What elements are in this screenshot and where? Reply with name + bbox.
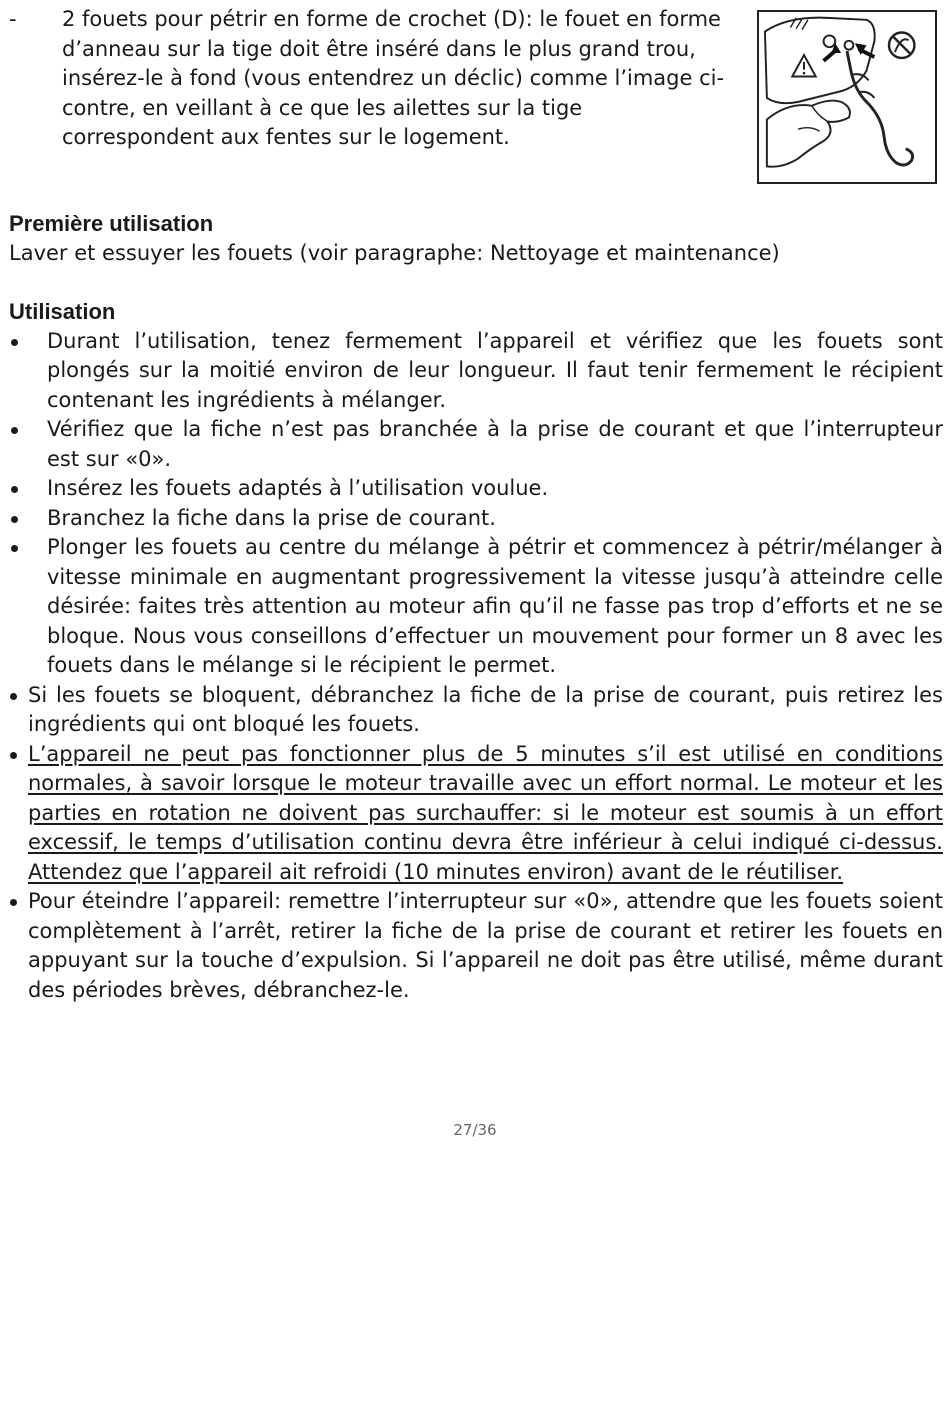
list-item bbox=[9, 504, 943, 534]
utilisation-section bbox=[9, 297, 943, 1005]
utilisation-secondary-list bbox=[9, 681, 943, 1006]
bullet-icon bbox=[11, 427, 18, 434]
bullet-text: Vérifiez que la fiche n’est pas branchée à la prise de courant et que l’interrupteur est sur «0». bbox=[47, 417, 943, 471]
premiere-utilisation-text: Laver et essuyer les fouets (voir paragraphe: Nettoyage et maintenance) bbox=[9, 240, 780, 265]
bullet-text: Durant l’utilisation, tenez fermement l’appareil et vérifiez que les fouets sont plongés sur la moitié environ de leur longueur. Il faut tenir fermement le récipient contenant les ingrédients à mélanger. bbox=[47, 328, 943, 412]
hand-inserting-hook-icon bbox=[759, 12, 935, 182]
list-item bbox=[9, 887, 943, 1005]
dash-marker: - bbox=[9, 7, 17, 31]
list-item bbox=[9, 474, 943, 504]
bullet-icon bbox=[10, 752, 17, 759]
blocked-whisk-text: Si les fouets se bloquent, débranchez la fiche de la prise de courant, puis retirez les ingrédients qui ont bloqué les fouets. bbox=[28, 682, 943, 736]
intro-item bbox=[9, 5, 739, 153]
bullet-text: Branchez la fiche dans la prise de courant. bbox=[47, 505, 496, 530]
list-item bbox=[9, 327, 943, 416]
utilisation-bullet-list bbox=[9, 327, 943, 681]
bullet-icon bbox=[11, 516, 18, 523]
list-item bbox=[9, 740, 943, 888]
bullet-icon bbox=[10, 899, 17, 906]
bullet-text: Plonger les fouets au centre du mélange à pétrir et commencez à pétrir/mélanger à vitesse minimale en augmentant progressivement la vitesse jusqu’à atteindre celle désirée: faites très attention au moteur afin qu’il ne fasse pas trop d’efforts et ne se bloque. Nous vous conseillons d’effectuer un mouvement pour former un 8 avec les fouets dans le mélange si le récipient le permet. bbox=[47, 535, 943, 677]
bullet-icon bbox=[11, 339, 18, 346]
dough-hook-instruction: 2 fouets pour pétrir en forme de crochet (D): le fouet en forme d’anneau sur la tige doit être inséré dans le plus grand trou, insérez-le à fond (vous entendrez un déclic) comme l’image ci-contre, en veillant à ce que les ailettes sur la tige correspondent aux fentes sur le logement. bbox=[62, 7, 725, 149]
list-item bbox=[9, 681, 943, 740]
bullet-icon bbox=[11, 545, 18, 552]
usage-duration-warning: L’appareil ne peut pas fonctionner plus de 5 minutes s’il est utilisé en conditions normales, à savoir lorsque le moteur travaille avec un effort normal. Le moteur et les parties en rotation ne doivent pas surchauffer: si le moteur est soumis à un effort excessif, le temps d’utilisation continu devra être inférieur à celui indiqué ci-dessus. Attendez que l’appareil ait refroidi (10 minutes environ) avant de le réutiliser. bbox=[28, 741, 943, 884]
bullet-icon bbox=[11, 486, 18, 493]
switch-off-text: Pour éteindre l’appareil: remettre l’interrupteur sur «0», attendre que les fouets soient complètement à l’arrêt, retirer la fiche de la prise de courant et retirer les fouets en appuyant sur la touche d’expulsion. Si l’appareil ne doit pas être utilisé, même durant des périodes brèves, débranchez-le. bbox=[28, 889, 943, 1002]
dough-hook-insertion-illustration bbox=[757, 10, 937, 184]
premiere-utilisation-heading: Première utilisation bbox=[9, 211, 214, 236]
list-item bbox=[9, 415, 943, 474]
utilisation-heading: Utilisation bbox=[9, 299, 116, 324]
bullet-text: Insérez les fouets adaptés à l’utilisation voulue. bbox=[47, 476, 549, 500]
page-number: 27/36 bbox=[453, 1121, 497, 1139]
dash-list-item bbox=[9, 5, 739, 153]
bullet-icon bbox=[10, 693, 17, 700]
list-item bbox=[9, 533, 943, 681]
premiere-utilisation-section bbox=[9, 209, 943, 268]
